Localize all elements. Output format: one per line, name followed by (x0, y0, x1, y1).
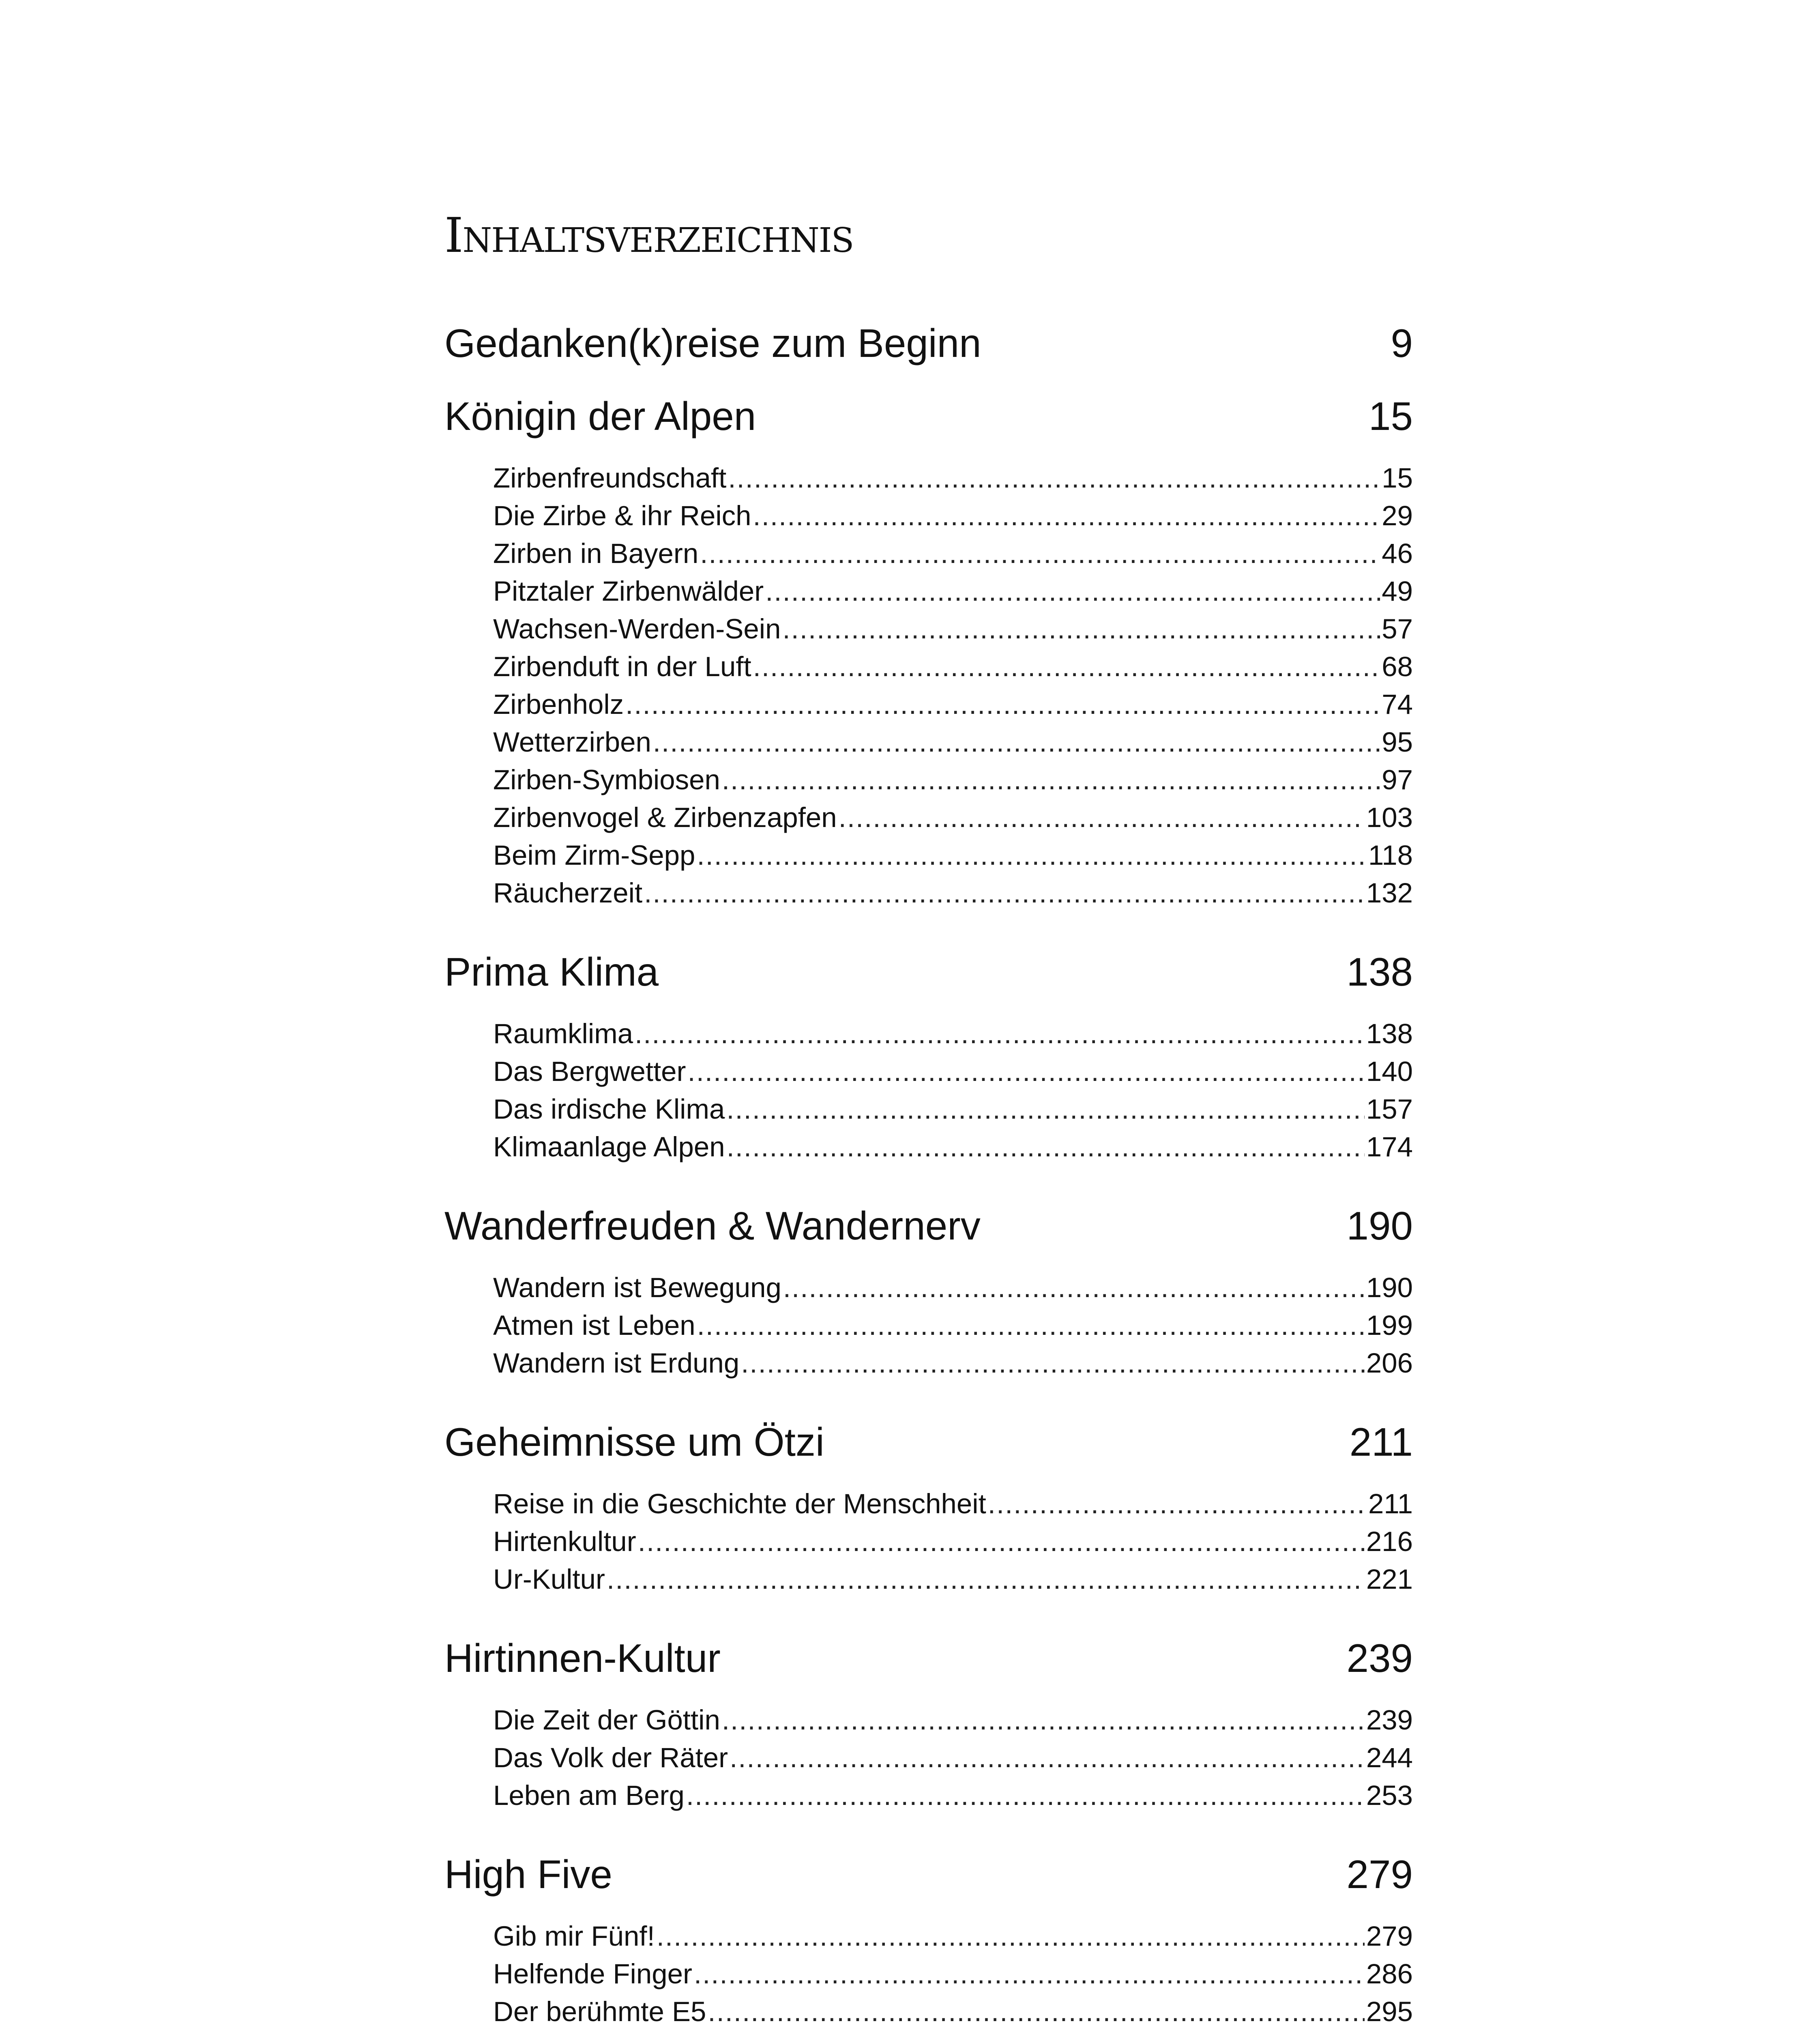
chapter-page-number: 15 (1368, 394, 1413, 438)
entry-page-number: 239 (1366, 1704, 1413, 1736)
chapter (444, 935, 1413, 1189)
entry-page-number: 132 (1366, 877, 1413, 909)
entry-page-number: 57 (1382, 613, 1413, 644)
dot-leader (686, 1777, 1365, 1814)
dot-leader (708, 1993, 1364, 2028)
dot-leader (635, 1015, 1365, 1053)
entry-list (444, 1478, 1413, 1622)
toc-entry (493, 572, 1413, 610)
chapter (444, 307, 1413, 380)
chapter-title: Königin der Alpen (444, 394, 756, 438)
chapter (444, 380, 1413, 935)
entry-page-number: 244 (1366, 1742, 1413, 1773)
toc-entry (493, 1955, 1413, 1993)
chapter-list (444, 307, 1413, 2028)
entry-page-number: 253 (1366, 1780, 1413, 1811)
dot-leader (728, 459, 1380, 497)
dot-leader (722, 761, 1380, 799)
toc-entry (493, 685, 1413, 723)
toc-entry (493, 1560, 1413, 1598)
dot-leader (625, 685, 1380, 723)
entry-title: Beim Zirm-Sepp (493, 840, 695, 871)
entry-title: Atmen ist Leben (493, 1310, 695, 1341)
toc-entry (493, 836, 1413, 874)
toc-entry (493, 1015, 1413, 1053)
toc-entry (493, 1053, 1413, 1090)
entry-page-number: 46 (1382, 538, 1413, 569)
entry-title: Raumklima (493, 1018, 633, 1049)
entry-title: Zirben in Bayern (493, 538, 699, 569)
entry-page-number: 15 (1382, 462, 1413, 494)
dot-leader (765, 572, 1380, 610)
dot-leader (694, 1955, 1365, 1993)
chapter-page-number: 239 (1346, 1636, 1413, 1680)
table-of-contents (444, 203, 1413, 2028)
entry-page-number: 295 (1366, 1996, 1413, 2027)
dot-leader (730, 1739, 1365, 1777)
entry-page-number: 211 (1368, 1488, 1413, 1519)
toc-entry (493, 610, 1413, 648)
entry-page-number: 216 (1366, 1526, 1413, 1557)
entry-page-number: 199 (1366, 1310, 1413, 1341)
entry-page-number: 279 (1366, 1921, 1413, 1952)
entry-title: Das Bergwetter (493, 1056, 686, 1087)
toc-entry (493, 1777, 1413, 1814)
toc-entry (493, 1993, 1413, 2028)
dot-leader (607, 1560, 1365, 1598)
entry-page-number: 49 (1382, 576, 1413, 607)
chapter-heading (444, 1622, 1413, 1695)
chapter-title: Prima Klima (444, 950, 659, 994)
toc-entry (493, 1701, 1413, 1739)
dot-leader (753, 648, 1380, 685)
toc-entry (493, 1523, 1413, 1560)
entry-title: Wandern ist Erdung (493, 1347, 740, 1379)
dot-leader (726, 1090, 1365, 1128)
toc-entry (493, 1306, 1413, 1344)
entry-title: Klimaanlage Alpen (493, 1131, 725, 1162)
entry-title: Das irdische Klima (493, 1093, 725, 1125)
chapter-title: High Five (444, 1852, 612, 1897)
entry-page-number: 118 (1368, 840, 1413, 871)
entry-title: Hirtenkultur (493, 1526, 636, 1557)
entry-page-number: 221 (1366, 1564, 1413, 1595)
dot-leader (988, 1485, 1367, 1523)
toc-entry (493, 874, 1413, 912)
entry-title: Wetterzirben (493, 726, 651, 758)
chapter-heading (444, 1405, 1413, 1478)
entry-page-number: 157 (1366, 1093, 1413, 1125)
dot-leader (638, 1523, 1365, 1560)
dot-leader (741, 1344, 1365, 1382)
entry-list (444, 1262, 1413, 1405)
entry-page-number: 29 (1382, 500, 1413, 531)
entry-title: Zirbenduft in der Luft (493, 651, 751, 682)
toc-entry (493, 1128, 1413, 1166)
entry-list (444, 1911, 1413, 2028)
dot-leader (722, 1701, 1365, 1739)
dot-leader (700, 535, 1380, 572)
entry-page-number: 206 (1366, 1347, 1413, 1379)
toc-entry (493, 1917, 1413, 1955)
entry-title: Reise in die Geschichte der Menschheit (493, 1488, 986, 1519)
entry-title: Das Volk der Räter (493, 1742, 728, 1773)
chapter-heading (444, 935, 1413, 1008)
entry-page-number: 190 (1366, 1272, 1413, 1303)
dot-leader (644, 874, 1365, 912)
entry-page-number: 140 (1366, 1056, 1413, 1087)
chapter (444, 1622, 1413, 1838)
dot-leader (688, 1053, 1365, 1090)
entry-title: Wandern ist Bewegung (493, 1272, 781, 1303)
toc-entry (493, 459, 1413, 497)
dot-leader (697, 1306, 1365, 1344)
chapter-page-number: 138 (1346, 950, 1413, 994)
toc-entry (493, 1739, 1413, 1777)
entry-title: Die Zirbe & ihr Reich (493, 500, 751, 531)
chapter-heading (444, 380, 1413, 453)
entry-page-number: 286 (1366, 1958, 1413, 1989)
entry-page-number: 97 (1382, 764, 1413, 795)
entry-title: Zirben-Symbiosen (493, 764, 720, 795)
chapter-heading (444, 307, 1413, 380)
toc-entry (493, 1090, 1413, 1128)
entry-title: Helfende Finger (493, 1958, 692, 1989)
entry-title: Die Zeit der Göttin (493, 1704, 720, 1736)
entry-title: Der berühmte E5 (493, 1996, 706, 2027)
toc-entry (493, 723, 1413, 761)
dot-leader (697, 836, 1367, 874)
entry-title: Gib mir Fünf! (493, 1921, 655, 1952)
toc-title: Inhaltsverzeichnis (444, 207, 854, 263)
chapter-heading (444, 1838, 1413, 1911)
chapter (444, 1838, 1413, 2028)
toc-entry (493, 497, 1413, 535)
chapter-page-number: 190 (1346, 1203, 1413, 1248)
toc-entry (493, 1344, 1413, 1382)
entry-list (444, 1695, 1413, 1838)
chapter (444, 1405, 1413, 1622)
toc-entry (493, 1485, 1413, 1523)
entry-list (444, 453, 1413, 935)
chapter (444, 1189, 1413, 1405)
entry-page-number: 74 (1382, 689, 1413, 720)
entry-page-number: 68 (1382, 651, 1413, 682)
entry-page-number: 138 (1366, 1018, 1413, 1049)
entry-title: Zirbenvogel & Zirbenzapfen (493, 802, 837, 833)
chapter-title: Wanderfreuden & Wandernerv (444, 1203, 981, 1248)
chapter-page-number: 211 (1349, 1420, 1413, 1464)
entry-title: Wachsen-Werden-Sein (493, 613, 781, 644)
dot-leader (782, 610, 1380, 648)
entry-title: Leben am Berg (493, 1780, 685, 1811)
dot-leader (783, 1269, 1365, 1306)
toc-entry (493, 648, 1413, 685)
toc-entry (493, 761, 1413, 799)
chapter-page-number: 9 (1391, 321, 1413, 365)
chapter-title: Hirtinnen-Kultur (444, 1636, 721, 1680)
entry-title: Räucherzeit (493, 877, 643, 909)
toc-entry (493, 799, 1413, 836)
toc-entry (493, 535, 1413, 572)
chapter-title: Geheimnisse um Ötzi (444, 1420, 824, 1464)
entry-title: Pitztaler Zirbenwälder (493, 576, 764, 607)
chapter-heading (444, 1189, 1413, 1262)
dot-leader (727, 1128, 1365, 1166)
dot-leader (657, 1917, 1365, 1955)
entry-title: Zirbenholz (493, 689, 624, 720)
entry-page-number: 174 (1366, 1131, 1413, 1162)
entry-list (444, 1008, 1413, 1189)
dot-leader (653, 723, 1380, 761)
chapter-page-number: 279 (1346, 1852, 1413, 1897)
toc-entry (493, 1269, 1413, 1306)
entry-page-number: 103 (1366, 802, 1413, 833)
entry-page-number: 95 (1382, 726, 1413, 758)
dot-leader (753, 497, 1380, 535)
dot-leader (839, 799, 1365, 836)
entry-title: Zirbenfreundschaft (493, 462, 727, 494)
chapter-title: Gedanken(k)reise zum Beginn (444, 321, 981, 365)
entry-title: Ur-Kultur (493, 1564, 605, 1595)
